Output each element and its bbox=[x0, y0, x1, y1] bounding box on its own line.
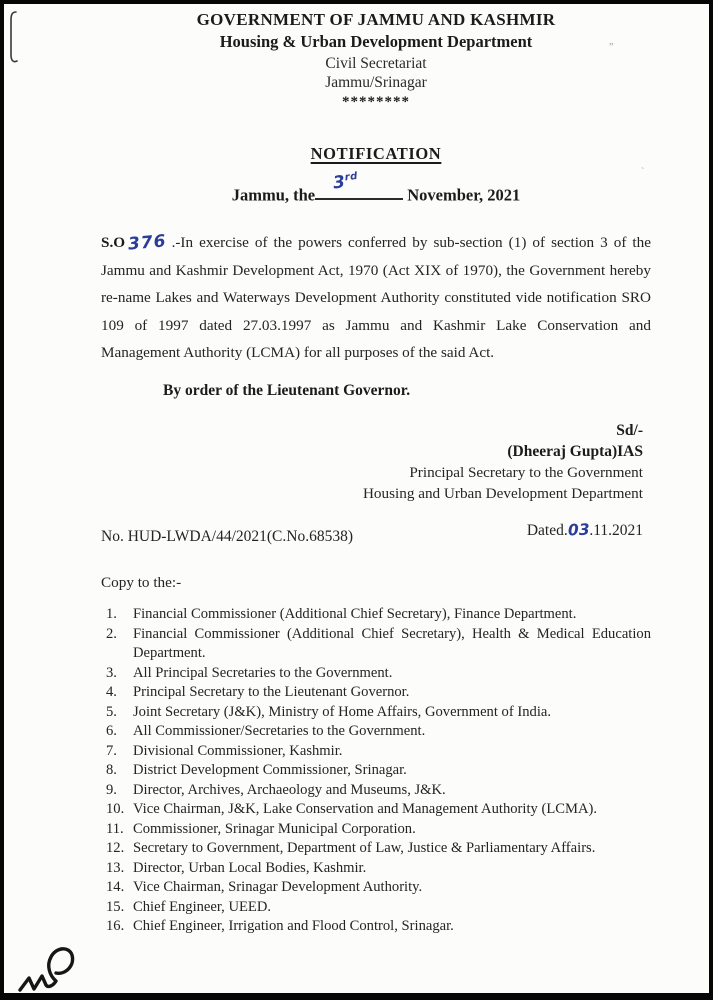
list-number: 8. bbox=[106, 762, 117, 778]
list-number: 11. bbox=[106, 820, 124, 837]
list-item bbox=[106, 683, 651, 703]
dated-rest: .11.2021 bbox=[589, 522, 643, 539]
date-blank-underline bbox=[315, 170, 403, 200]
by-order-line: By order of the Lieutenant Governor. bbox=[163, 382, 411, 399]
handwritten-so-number: 376 bbox=[127, 231, 168, 255]
list-number: 15. bbox=[106, 898, 125, 915]
scan-speck: ˮ bbox=[609, 42, 614, 53]
list-number: 7. bbox=[106, 742, 117, 759]
dated-line bbox=[527, 521, 651, 540]
list-item-text: Vice Chairman, J&K, Lake Conservation and Management Authority (LCMA). bbox=[133, 801, 597, 817]
list-number: 4. bbox=[106, 684, 117, 700]
list-item bbox=[106, 664, 651, 684]
list-item-text: Divisional Commissioner, Kashmir. bbox=[133, 742, 343, 759]
list-item-text: Chief Engineer, Irrigation and Flood Control, Srinagar. bbox=[133, 918, 454, 934]
copy-to-label: Copy to the:- bbox=[101, 574, 182, 591]
list-item bbox=[106, 859, 651, 879]
copy-to-list bbox=[101, 605, 651, 937]
list-item-text: Joint Secretary (J&K), Ministry of Home Affairs, Government of India. bbox=[133, 703, 551, 720]
list-item bbox=[106, 761, 651, 781]
list-item bbox=[106, 605, 651, 625]
list-item bbox=[106, 878, 651, 898]
signatory-title: Principal Secretary to the Government bbox=[409, 464, 643, 481]
handwritten-dated-day: 03 bbox=[567, 520, 590, 540]
list-number: 1. bbox=[106, 606, 117, 622]
handwritten-day: 3rd bbox=[332, 170, 359, 194]
list-item-text: Chief Engineer, UEED. bbox=[133, 898, 272, 915]
list-item-text: Director, Urban Local Bodies, Kashmir. bbox=[133, 859, 367, 876]
location-line: Jammu/Srinagar bbox=[325, 74, 427, 91]
notification-body bbox=[101, 229, 651, 367]
list-number: 12. bbox=[106, 840, 125, 856]
signatory-name: (Dheeraj Gupta)IAS bbox=[507, 443, 643, 460]
list-item bbox=[106, 820, 651, 840]
reference-number: No. HUD-LWDA/44/2021(C.No.68538) bbox=[101, 528, 353, 545]
list-item-text: Commissioner, Srinagar Municipal Corporation. bbox=[133, 820, 416, 837]
list-item bbox=[106, 800, 651, 820]
list-number: 3. bbox=[106, 664, 117, 681]
list-number: 13. bbox=[106, 859, 125, 876]
dated-label: Dated. bbox=[526, 522, 568, 539]
list-item bbox=[106, 703, 651, 723]
list-number: 2. bbox=[106, 625, 117, 642]
list-item-text: District Development Commissioner, Srinagar. bbox=[133, 762, 407, 778]
list-number: 5. bbox=[106, 703, 117, 720]
reference-row bbox=[101, 520, 651, 547]
list-item bbox=[106, 625, 651, 664]
letterhead bbox=[101, 10, 651, 111]
list-item-text: Financial Commissioner (Additional Chief Secretary), Finance Department. bbox=[133, 606, 577, 622]
list-item-text: Financial Commissioner (Additional Chief Secretary), Health & Medical Education Department. bbox=[133, 625, 651, 661]
list-number: 16. bbox=[106, 918, 125, 934]
handwritten-scribble bbox=[16, 934, 80, 998]
list-item-text: Secretary to Government, Department of Law, Justice & Parliamentary Affairs. bbox=[133, 840, 596, 856]
list-number: 9. bbox=[106, 781, 117, 798]
date-prefix: Jammu, the bbox=[231, 185, 316, 205]
date-rest: November, 2021 bbox=[407, 185, 521, 205]
list-item bbox=[106, 898, 651, 918]
scan-speck: ` bbox=[641, 167, 645, 178]
list-number: 14. bbox=[106, 879, 125, 895]
list-item-text: All Principal Secretaries to the Government. bbox=[133, 664, 393, 681]
body-text: .-In exercise of the powers conferred by sub-section (1) of section 3 of the Jammu and Kashmir Development Act, 1970 (Act XIX of 1970), the Government hereby re-name Lakes and Waterways Development Authority constituted vide notification SRO 109 of 1997 dated 27.03.1997 as Jammu and Kashmir Lake Conservation and Management Authority (LCMA) for all purposes of the said Act. bbox=[101, 234, 651, 362]
signed-abbrev: Sd/- bbox=[616, 422, 643, 439]
list-number: 10. bbox=[106, 801, 125, 817]
list-number: 6. bbox=[106, 723, 117, 739]
list-item bbox=[106, 781, 651, 801]
list-item-text: Vice Chairman, Srinagar Development Authority. bbox=[133, 879, 423, 895]
list-item bbox=[106, 839, 651, 859]
document-content bbox=[101, 10, 651, 937]
separator-asterisks: ******** bbox=[342, 94, 410, 110]
list-item bbox=[106, 722, 651, 742]
notification-heading-text: NOTIFICATION bbox=[310, 144, 442, 163]
signatory-department: Housing and Urban Development Department bbox=[362, 485, 643, 502]
list-item-text: Director, Archives, Archaeology and Museums, J&K. bbox=[133, 781, 446, 798]
scan-artifact-bracket bbox=[7, 9, 21, 67]
government-title: GOVERNMENT OF JAMMU AND KASHMIR bbox=[196, 10, 556, 29]
signature-block bbox=[101, 420, 651, 504]
list-item bbox=[106, 917, 651, 937]
secretariat-line: Civil Secretariat bbox=[325, 55, 427, 72]
so-label: S.O bbox=[101, 234, 126, 252]
list-item-text: Principal Secretary to the Lieutenant Governor. bbox=[133, 684, 410, 700]
department-title: Housing & Urban Development Department bbox=[219, 32, 533, 51]
list-item-text: All Commissioner/Secretaries to the Government. bbox=[133, 723, 426, 739]
date-line bbox=[101, 170, 651, 205]
notification-heading bbox=[101, 144, 651, 164]
list-item bbox=[106, 742, 651, 762]
